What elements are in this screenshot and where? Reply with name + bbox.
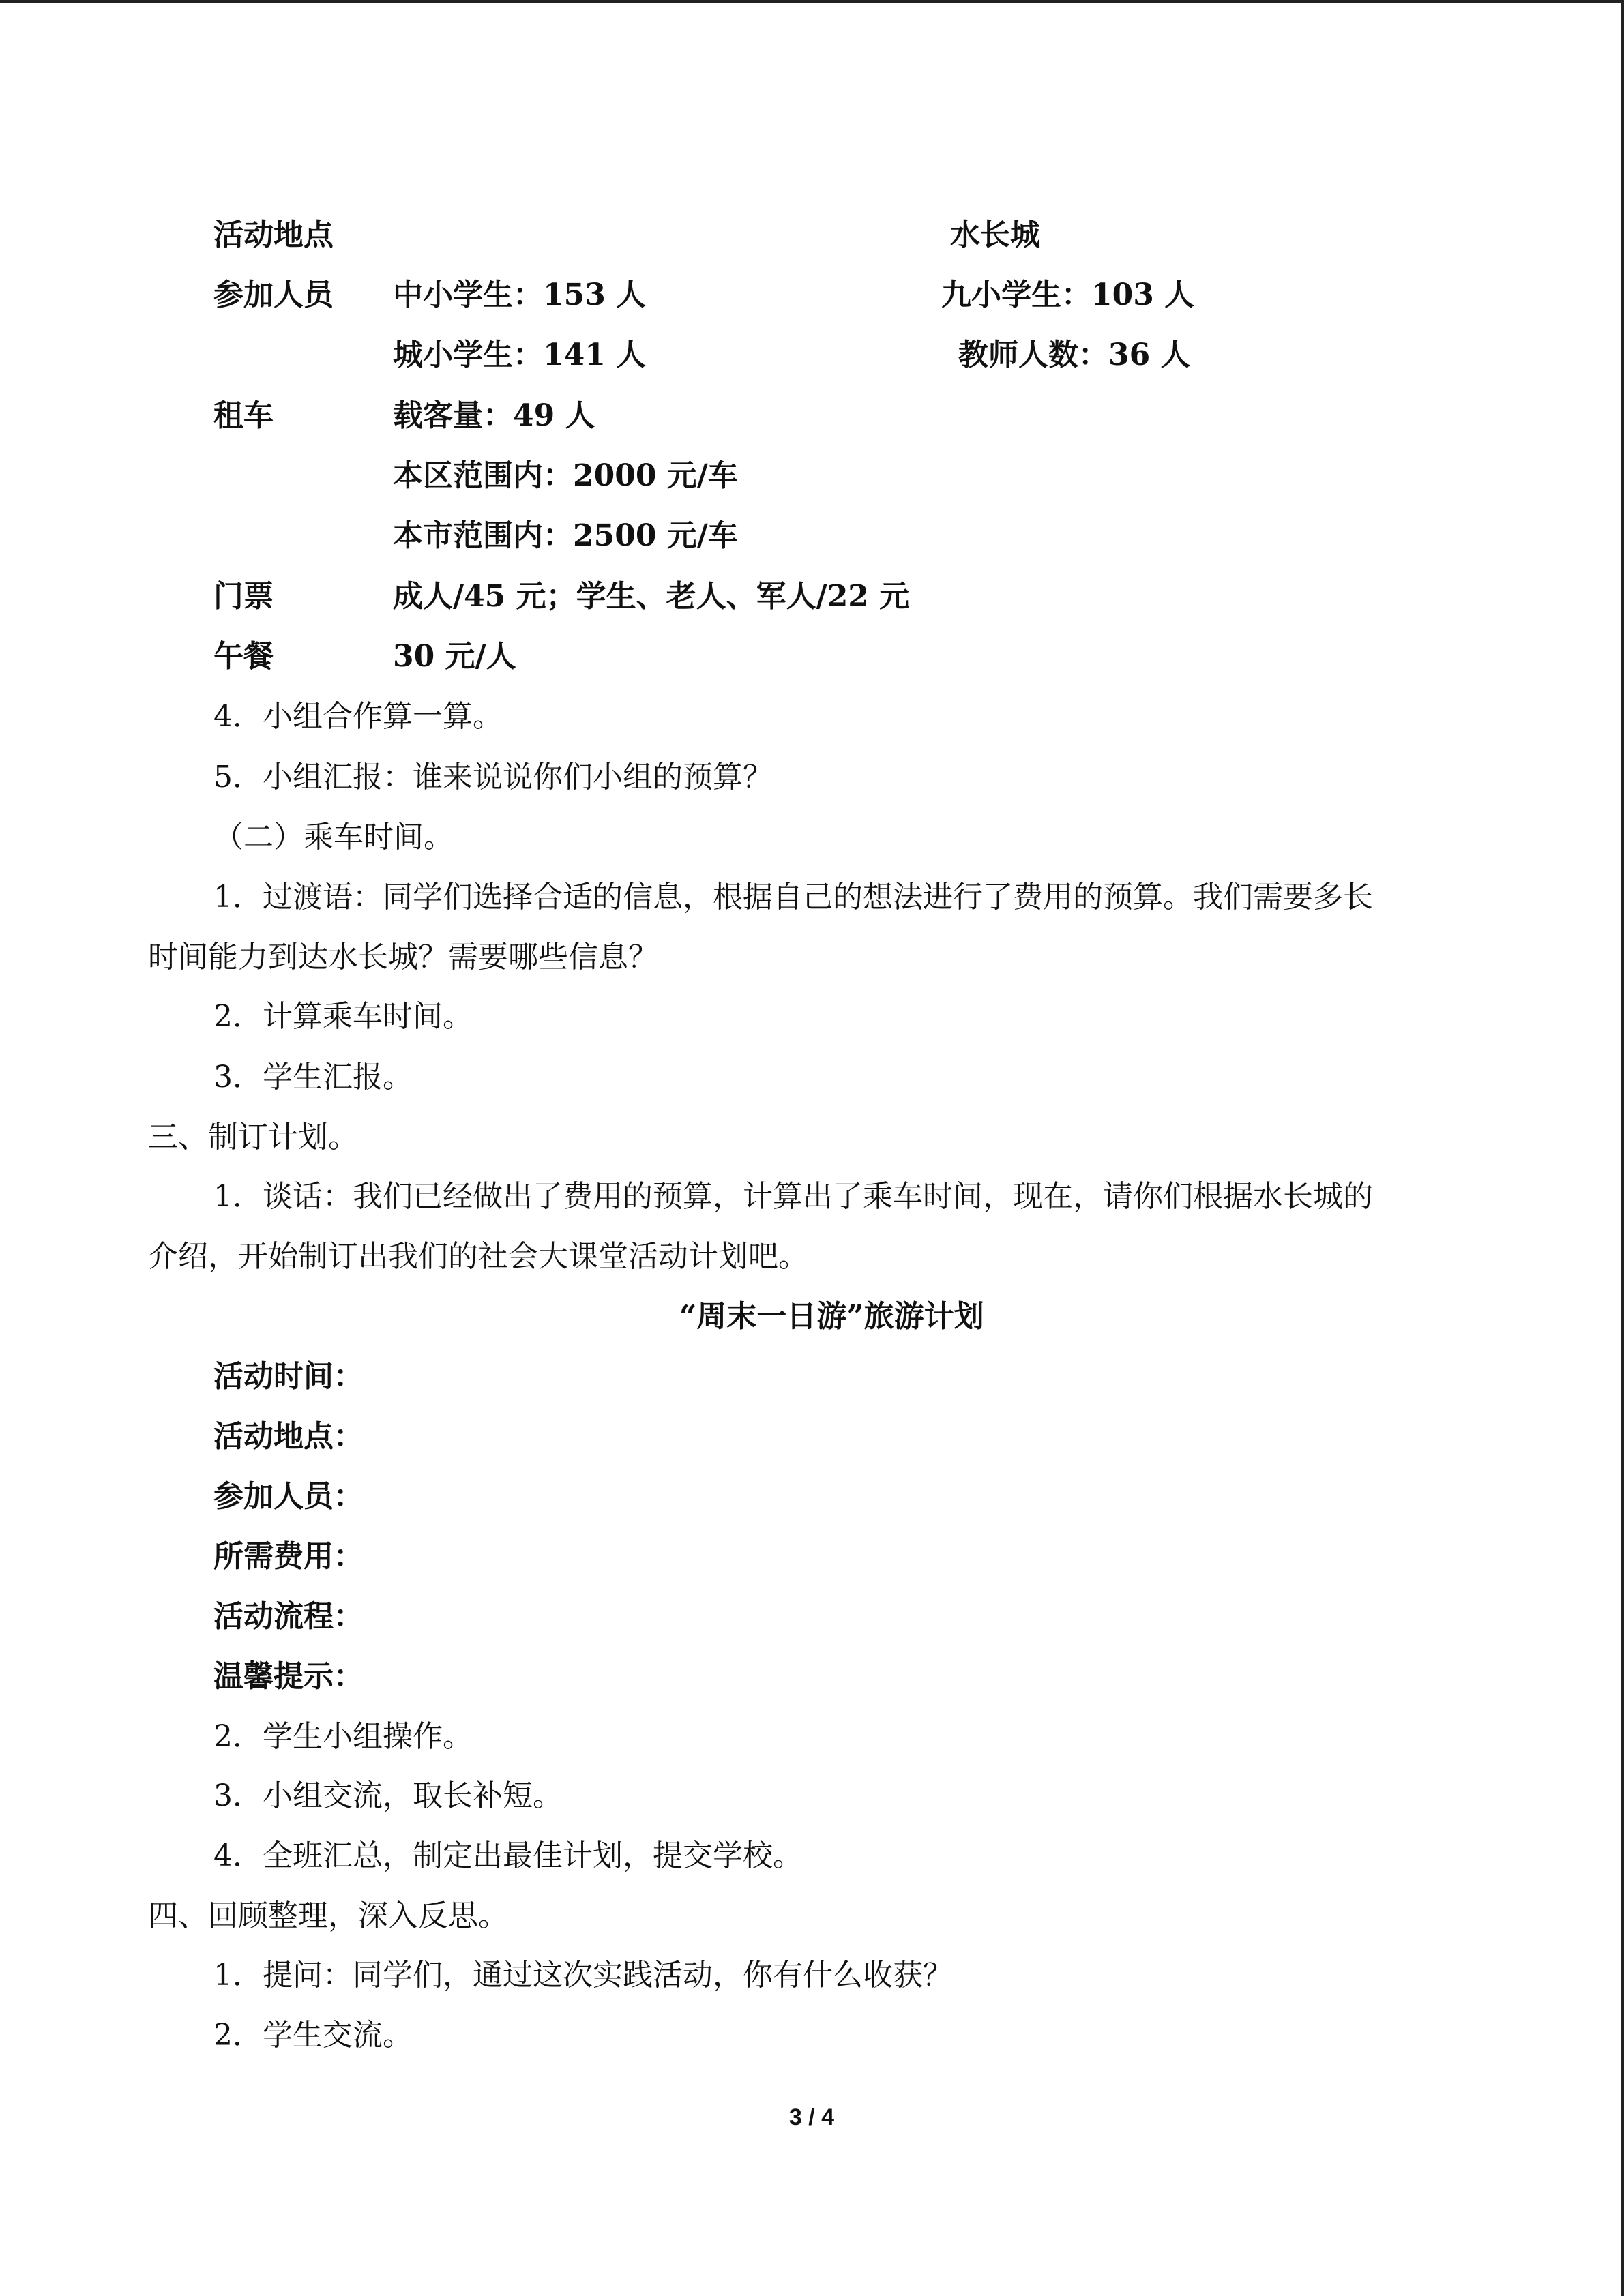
- ride-step-2: 2．计算乘车时间。: [213, 999, 473, 1034]
- ride-step-1-line-1: 1．过渡语：同学们选择合适的信息，根据自己的想法进行了费用的预算。我们需要多长: [213, 880, 1373, 914]
- step-4: 4．小组合作算一算。: [213, 699, 503, 734]
- section-3-heading: 三、制订计划。: [148, 1120, 358, 1154]
- location-label: 活动地点: [213, 218, 334, 252]
- participants-label: 参加人员: [213, 278, 334, 312]
- participants-ninth-school: 九小学生：103 人: [941, 278, 1195, 312]
- bus-district-price: 本区范围内：2000 元/车: [393, 458, 738, 493]
- field-tips: 温馨提示：: [213, 1659, 364, 1694]
- ride-step-1-line-2: 时间能力到达水长城？需要哪些信息？: [148, 940, 658, 974]
- ride-step-3: 3．学生汇报。: [213, 1060, 413, 1094]
- plan-step-2: 2．学生小组操作。: [213, 1719, 473, 1754]
- page-number: 3 / 4: [788, 2104, 835, 2130]
- plan-step-1-line-2: 介绍，开始制订出我们的社会大课堂活动计划吧。: [148, 1239, 808, 1274]
- step-5: 5．小组汇报：谁来说说你们小组的预算？: [213, 760, 773, 794]
- lunch-label: 午餐: [213, 639, 274, 674]
- field-activity-place: 活动地点：: [213, 1419, 364, 1454]
- review-step-2: 2．学生交流。: [213, 2018, 413, 2053]
- participants-middle-school: 中小学生：153 人: [393, 278, 647, 312]
- plan-step-4: 4．全班汇总，制定出最佳计划，提交学校。: [213, 1838, 803, 1873]
- bus-label: 租车: [213, 398, 274, 433]
- plan-step-1-line-1: 1．谈话：我们已经做出了费用的预算，计算出了乘车时间，现在，请你们根据水长城的: [213, 1179, 1373, 1214]
- participants-city-school: 城小学生：141 人: [393, 338, 647, 372]
- bus-city-price: 本市范围内：2500 元/车: [393, 518, 738, 553]
- ticket-label: 门票: [213, 579, 274, 614]
- field-flow: 活动流程：: [213, 1599, 364, 1634]
- right-border: [1621, 0, 1624, 2296]
- location-value: 水长城: [950, 218, 1040, 252]
- section-4-heading: 四、回顾整理，深入反思。: [148, 1898, 508, 1933]
- field-activity-time: 活动时间：: [213, 1359, 364, 1394]
- field-participants: 参加人员：: [213, 1479, 364, 1514]
- top-border: [0, 0, 1624, 3]
- field-cost: 所需费用：: [213, 1539, 364, 1574]
- review-step-1: 1．提问：同学们，通过这次实践活动，你有什么收获？: [213, 1958, 953, 1993]
- subsection-ride-time: （二）乘车时间。: [213, 820, 454, 854]
- lunch-value: 30 元/人: [393, 639, 516, 674]
- bus-capacity: 载客量：49 人: [393, 398, 595, 433]
- ticket-value: 成人/45 元；学生、老人、军人/22 元: [393, 579, 910, 614]
- participants-teachers: 教师人数：36 人: [958, 338, 1191, 372]
- plan-step-3: 3．小组交流，取长补短。: [213, 1778, 563, 1813]
- plan-title: “周末一日游”旅游计划: [679, 1299, 984, 1334]
